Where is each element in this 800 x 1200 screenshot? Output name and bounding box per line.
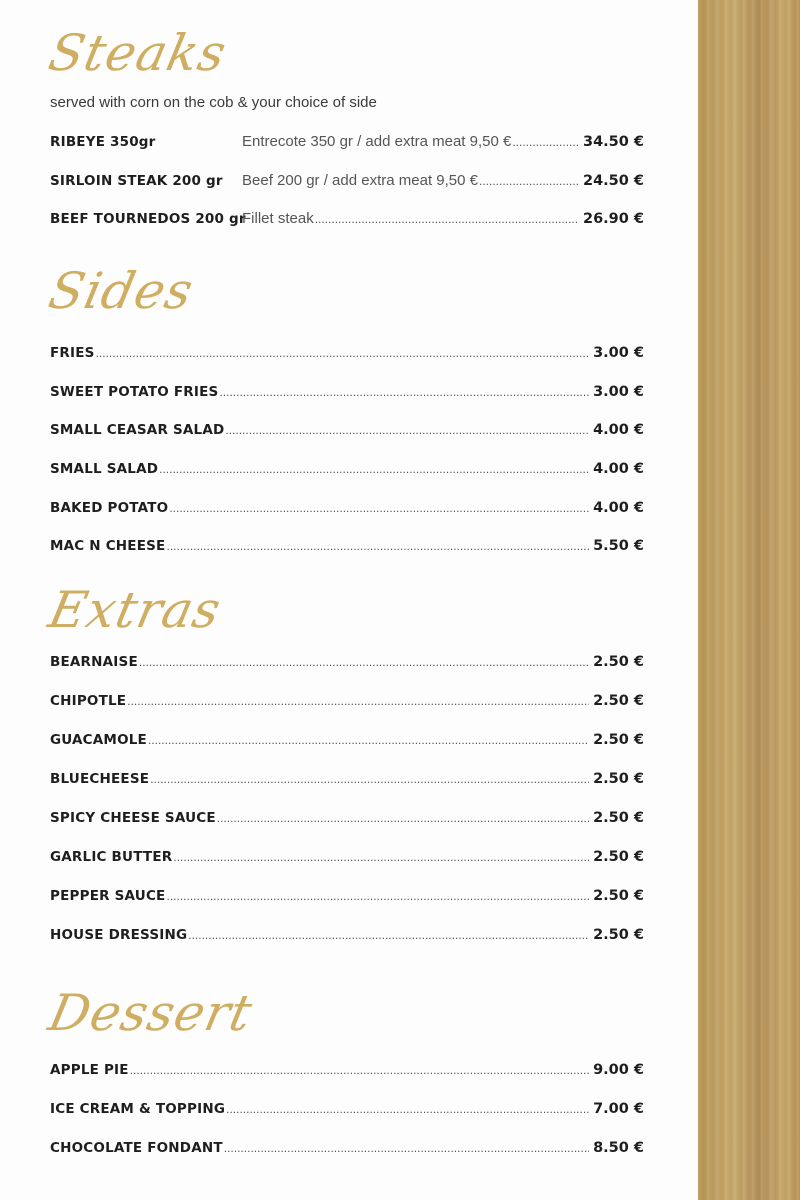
leader-dots bbox=[166, 539, 589, 553]
item-price: 2.50 € bbox=[593, 771, 644, 787]
menu-item-sirloin bbox=[50, 172, 644, 192]
item-name: CHOCOLATE FONDANT bbox=[50, 1140, 223, 1156]
extras-heading: Extras bbox=[43, 581, 227, 639]
item-name: SMALL SALAD bbox=[50, 461, 159, 477]
steaks-subtitle: served with corn on the cob & your choice of side bbox=[50, 94, 377, 111]
menu-item-house-dressing bbox=[50, 927, 644, 947]
item-name: SMALL CEASAR SALAD bbox=[50, 422, 225, 438]
item-name: MAC N CHEESE bbox=[50, 538, 166, 554]
item-name: BEARNAISE bbox=[50, 654, 138, 670]
leader-dots bbox=[224, 1141, 589, 1155]
leader-dots bbox=[130, 1063, 589, 1077]
item-description: Fillet steak bbox=[242, 210, 314, 227]
menu-item-mac-n-cheese bbox=[50, 538, 644, 558]
item-name: PEPPER SAUCE bbox=[50, 888, 166, 904]
item-name: SIRLOIN STEAK 200 gr bbox=[50, 173, 223, 189]
menu-item-apple-pie bbox=[50, 1062, 644, 1082]
item-price: 26.90 € bbox=[582, 211, 644, 227]
menu-item-bearnaise bbox=[50, 654, 644, 674]
menu-item-small-salad bbox=[50, 461, 644, 481]
item-price: 2.50 € bbox=[593, 810, 644, 826]
leader-dots bbox=[226, 1102, 589, 1116]
item-price: 3.00 € bbox=[593, 345, 644, 361]
item-name: SPICY CHEESE SAUCE bbox=[50, 810, 216, 826]
menu-item-pepper-sauce bbox=[50, 888, 644, 908]
menu-item-tournedos bbox=[50, 210, 644, 230]
menu-item-spicy-cheese-sauce bbox=[50, 810, 644, 830]
leader-dots bbox=[173, 850, 589, 864]
leader-dots bbox=[315, 212, 579, 226]
menu-item-fries bbox=[50, 345, 644, 365]
item-name: BAKED POTATO bbox=[50, 500, 169, 516]
item-name: BLUECHEESE bbox=[50, 771, 150, 787]
gold-side-strip bbox=[698, 0, 800, 1200]
dessert-heading: Dessert bbox=[43, 984, 258, 1042]
leader-dots bbox=[148, 733, 589, 747]
item-price: 5.50 € bbox=[593, 538, 644, 554]
item-name: CHIPOTLE bbox=[50, 693, 127, 709]
item-name: GUACAMOLE bbox=[50, 732, 147, 748]
item-price: 2.50 € bbox=[593, 693, 644, 709]
leader-dots bbox=[159, 462, 589, 476]
item-name: GARLIC BUTTER bbox=[50, 849, 173, 865]
item-name: APPLE PIE bbox=[50, 1062, 129, 1078]
item-name: BEEF TOURNEDOS 200 gr bbox=[50, 211, 246, 227]
menu-item-sweet-potato-fries bbox=[50, 384, 644, 404]
item-price: 2.50 € bbox=[593, 849, 644, 865]
item-name: FRIES bbox=[50, 345, 95, 361]
leader-dots bbox=[188, 928, 589, 942]
item-price: 3.00 € bbox=[593, 384, 644, 400]
steaks-heading: Steaks bbox=[43, 24, 232, 82]
item-description: Beef 200 gr / add extra meat 9,50 € bbox=[242, 172, 478, 189]
item-price: 24.50 € bbox=[582, 173, 644, 189]
item-price: 4.00 € bbox=[593, 461, 644, 477]
sides-heading: Sides bbox=[43, 262, 199, 320]
item-price: 2.50 € bbox=[593, 654, 644, 670]
menu-item-chocolate-fondant bbox=[50, 1140, 644, 1160]
menu-item-baked-potato bbox=[50, 500, 644, 520]
item-price: 8.50 € bbox=[593, 1140, 644, 1156]
leader-dots bbox=[139, 655, 589, 669]
leader-dots bbox=[150, 772, 589, 786]
leader-dots bbox=[96, 346, 589, 360]
leader-dots bbox=[512, 135, 579, 149]
item-name: ICE CREAM & TOPPING bbox=[50, 1101, 226, 1117]
item-name: HOUSE DRESSING bbox=[50, 927, 188, 943]
item-price: 2.50 € bbox=[593, 888, 644, 904]
menu-item-ribeye bbox=[50, 133, 644, 153]
menu-item-guacamole bbox=[50, 732, 644, 752]
item-name: SWEET POTATO FRIES bbox=[50, 384, 219, 400]
leader-dots bbox=[166, 889, 589, 903]
menu-item-chipotle bbox=[50, 693, 644, 713]
item-price: 2.50 € bbox=[593, 732, 644, 748]
item-price: 34.50 € bbox=[582, 134, 644, 150]
item-price: 4.00 € bbox=[593, 422, 644, 438]
menu-item-small-ceasar-salad bbox=[50, 422, 644, 442]
leader-dots bbox=[169, 501, 589, 515]
item-price: 4.00 € bbox=[593, 500, 644, 516]
menu-item-bluecheese bbox=[50, 771, 644, 791]
leader-dots bbox=[479, 174, 579, 188]
leader-dots bbox=[219, 385, 589, 399]
item-price: 2.50 € bbox=[593, 927, 644, 943]
item-description: Entrecote 350 gr / add extra meat 9,50 € bbox=[242, 133, 512, 150]
leader-dots bbox=[225, 423, 589, 437]
item-price: 7.00 € bbox=[593, 1101, 644, 1117]
item-name: RIBEYE 350gr bbox=[50, 134, 156, 150]
menu-item-garlic-butter bbox=[50, 849, 644, 869]
leader-dots bbox=[217, 811, 589, 825]
leader-dots bbox=[127, 694, 589, 708]
item-price: 9.00 € bbox=[593, 1062, 644, 1078]
menu-item-ice-cream-topping bbox=[50, 1101, 644, 1121]
